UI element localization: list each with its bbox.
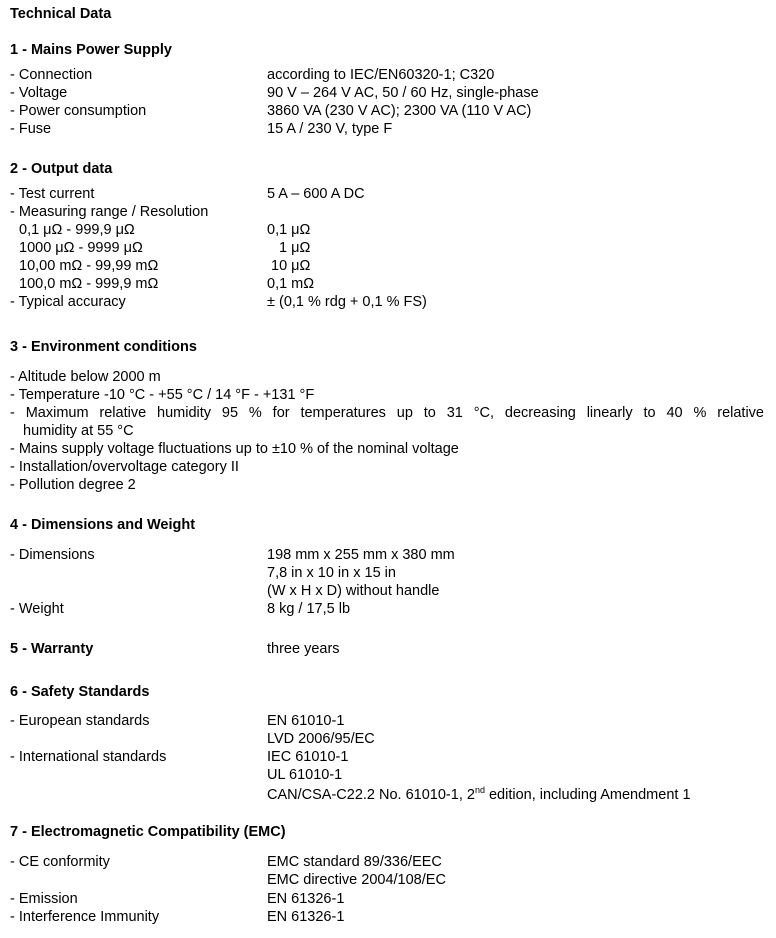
range-value: 10,00 mΩ - 99,99 mΩ — [19, 258, 159, 274]
row-label: - Emission — [10, 891, 78, 907]
row-label: - Connection — [10, 67, 93, 83]
range-value: 100,0 mΩ - 999,9 mΩ — [19, 276, 159, 292]
list-item: - Temperature -10 °C - +55 °C / 14 °F - +131 °F — [10, 387, 315, 403]
row-label: - Dimensions — [10, 547, 95, 563]
row-label: - International standards — [10, 749, 167, 765]
row-label: - Fuse — [10, 121, 52, 137]
list-item: - Installation/overvoltage category II — [10, 459, 239, 475]
row-label: - Power consumption — [10, 103, 147, 119]
section-heading-warranty: 5 - Warranty — [10, 641, 94, 657]
list-item-continuation: humidity at 55 °C — [23, 423, 134, 439]
section-heading-safety: 6 - Safety Standards — [10, 684, 150, 700]
page-title: Technical Data — [10, 6, 112, 22]
csa-text: CAN/CSA-C22.2 No. 61010-1, 2 — [267, 787, 475, 803]
section-heading-mains: 1 - Mains Power Supply — [10, 42, 172, 58]
range-value: 1000 μΩ - 9999 μΩ — [19, 240, 143, 256]
section-heading-dimensions: 4 - Dimensions and Weight — [10, 517, 196, 533]
row-label: - Measuring range / Resolution — [10, 204, 209, 220]
resolution-value: 1 μΩ — [279, 240, 311, 256]
range-value: 0,1 μΩ - 999,9 μΩ — [19, 222, 135, 238]
csa-standard — [267, 786, 691, 804]
row-label: - European standards — [10, 713, 150, 729]
row-label: - Test current — [10, 186, 95, 202]
row-label: - Interference Immunity — [10, 909, 160, 925]
row-label: - Voltage — [10, 85, 68, 101]
row-value: 15 A / 230 V, type F — [267, 121, 393, 137]
row-value: EN 61326-1 — [267, 909, 345, 925]
section-heading-environment: 3 - Environment conditions — [10, 339, 197, 355]
row-value: IEC 61010-1 — [267, 749, 349, 765]
row-label: - Typical accuracy — [10, 294, 126, 310]
row-value: EN 61010-1 — [267, 713, 345, 729]
row-label: - Weight — [10, 601, 64, 617]
row-value: EMC standard 89/336/EEC — [267, 854, 442, 870]
list-item: - Mains supply voltage fluctuations up to ±10 % of the nominal voltage — [10, 441, 459, 457]
resolution-value: 10 μΩ — [271, 258, 311, 274]
row-value: 3860 VA (230 V AC); 2300 VA (110 V AC) — [267, 103, 532, 119]
row-label: - CE conformity — [10, 854, 110, 870]
row-value: 5 A – 600 A DC — [267, 186, 365, 202]
row-value: 198 mm x 255 mm x 380 mm — [267, 547, 455, 563]
list-item: - Pollution degree 2 — [10, 477, 136, 493]
row-value: according to IEC/EN60320-1; C320 — [267, 67, 495, 83]
row-value: 7,8 in x 10 in x 15 in — [267, 565, 396, 581]
resolution-value: 0,1 mΩ — [267, 276, 315, 292]
section-heading-emc: 7 - Electromagnetic Compatibility (EMC) — [10, 824, 286, 840]
row-value: EN 61326-1 — [267, 891, 345, 907]
resolution-value: 0,1 μΩ — [267, 222, 311, 238]
list-item: - Altitude below 2000 m — [10, 369, 161, 385]
csa-text-rest: edition, including Amendment 1 — [484, 787, 691, 803]
row-value: 90 V – 264 V AC, 50 / 60 Hz, single-phase — [267, 85, 539, 101]
row-value: 8 kg / 17,5 lb — [267, 601, 351, 617]
section-heading-output: 2 - Output data — [10, 161, 113, 177]
row-value: three years — [267, 641, 340, 657]
row-value: (W x H x D) without handle — [267, 583, 440, 599]
row-value: UL 61010-1 — [267, 767, 343, 783]
row-value: EMC directive 2004/108/EC — [267, 872, 446, 888]
list-item: - Maximum relative humidity 95 % for temperatures up to 31 °C, decreasing linearly to 40 % relative — [10, 405, 764, 421]
row-value: LVD 2006/95/EC — [267, 731, 375, 747]
row-value: ± (0,1 % rdg + 0,1 % FS) — [267, 294, 427, 310]
csa-superscript: nd — [474, 785, 485, 796]
